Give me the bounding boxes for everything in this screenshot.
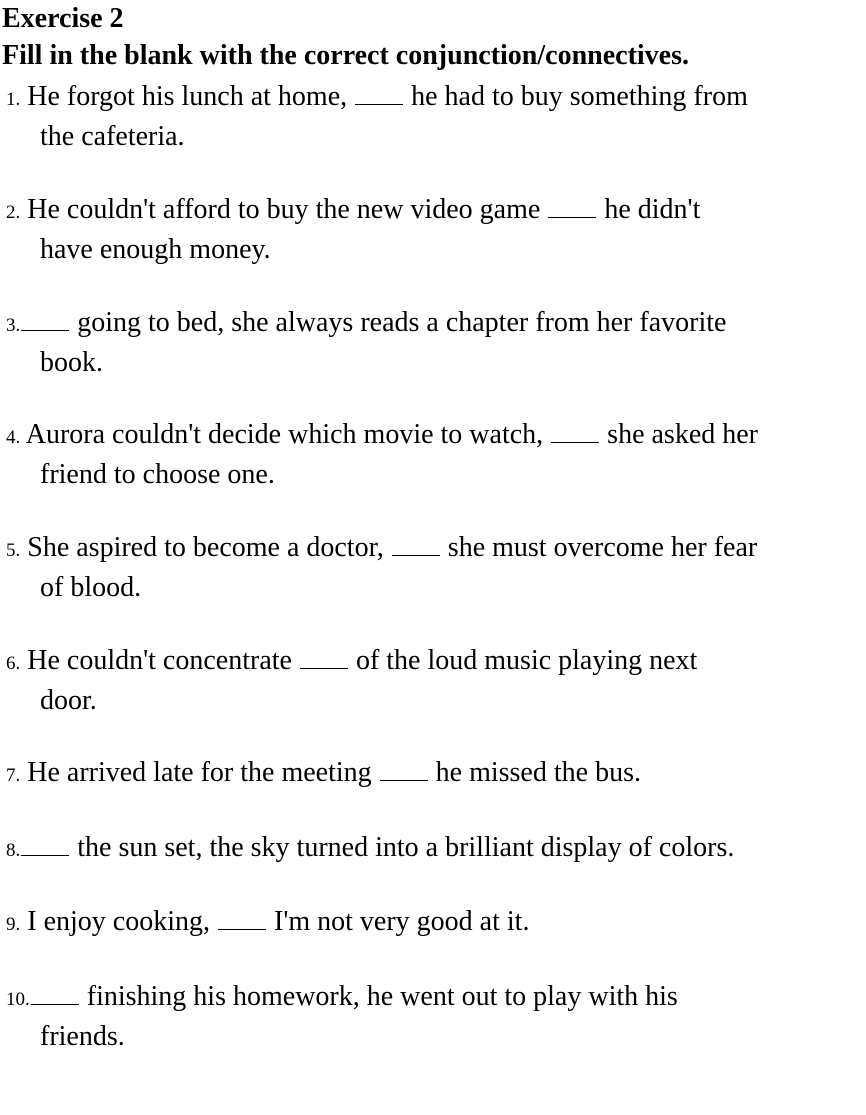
answer-blank[interactable] (31, 980, 79, 1005)
question-text-after: she must overcome her fear (440, 532, 758, 563)
question-4 (6, 416, 866, 493)
question-number: 7. (6, 765, 21, 786)
answer-blank[interactable] (548, 193, 596, 218)
question-number: 9. (6, 914, 21, 935)
answer-blank[interactable] (21, 306, 69, 331)
question-line (6, 829, 866, 869)
question-text-before: She aspired to become a doctor, (27, 532, 391, 563)
question-number: 1. (6, 89, 21, 110)
question-number: 10. (6, 989, 30, 1010)
answer-blank[interactable] (218, 905, 266, 930)
question-3 (6, 304, 866, 381)
question-continuation: friend to choose one. (40, 459, 275, 490)
question-8 (6, 829, 866, 869)
question-line (6, 416, 866, 456)
question-line (6, 304, 866, 344)
question-number: 3. (6, 315, 21, 336)
answer-blank[interactable] (21, 831, 69, 856)
question-text-before: I enjoy cooking, (27, 906, 217, 937)
question-continuation: of blood. (40, 572, 142, 603)
question-line (6, 642, 866, 682)
question-line (6, 754, 866, 794)
question-10 (6, 978, 866, 1055)
exercise-instructions: Fill in the blank with the correct conjunction/connectives. (2, 40, 689, 71)
question-text-after: finishing his homework, he went out to play with his (79, 981, 678, 1012)
question-text-after: the sun set, the sky turned into a brilliant display of colors. (70, 832, 735, 863)
question-line (6, 78, 866, 118)
answer-blank[interactable] (392, 531, 440, 556)
question-text-before: He couldn't concentrate (27, 645, 299, 676)
question-continuation: friends. (40, 1021, 125, 1052)
question-5 (6, 529, 866, 606)
exercise-title: Exercise 2 (2, 3, 124, 34)
answer-blank[interactable] (300, 644, 348, 669)
answer-blank[interactable] (355, 80, 403, 105)
question-text-after: he didn't (597, 194, 701, 225)
question-text-after: he missed the bus. (428, 757, 641, 788)
question-9 (6, 903, 866, 943)
question-line (6, 191, 866, 231)
question-text-before: He couldn't afford to buy the new video game (27, 194, 548, 225)
question-line (6, 903, 866, 943)
question-continuation: have enough money. (40, 234, 271, 265)
question-number: 6. (6, 653, 21, 674)
question-text-after: going to bed, she always reads a chapter from her favorite (70, 307, 727, 338)
question-2 (6, 191, 866, 268)
question-text-after: I'm not very good at it. (267, 906, 530, 937)
question-line (6, 529, 866, 569)
question-number: 2. (6, 202, 21, 223)
question-continuation: door. (40, 685, 97, 716)
answer-blank[interactable] (380, 756, 428, 781)
question-text-after: she asked her (600, 419, 758, 450)
question-text-after: of the loud music playing next (348, 645, 698, 676)
question-number: 5. (6, 540, 21, 561)
question-text-before: Aurora couldn't decide which movie to watch, (25, 419, 551, 450)
question-number: 4. (6, 427, 21, 448)
question-1 (6, 78, 866, 155)
answer-blank[interactable] (551, 418, 599, 443)
question-7 (6, 754, 866, 794)
question-text-after: he had to buy something from (404, 81, 748, 112)
question-text-before: He arrived late for the meeting (27, 757, 379, 788)
question-line (6, 978, 866, 1018)
question-6 (6, 642, 866, 719)
question-continuation: the cafeteria. (40, 121, 185, 152)
question-continuation: book. (40, 347, 103, 378)
question-text-before: He forgot his lunch at home, (27, 81, 355, 112)
question-number: 8. (6, 840, 21, 861)
